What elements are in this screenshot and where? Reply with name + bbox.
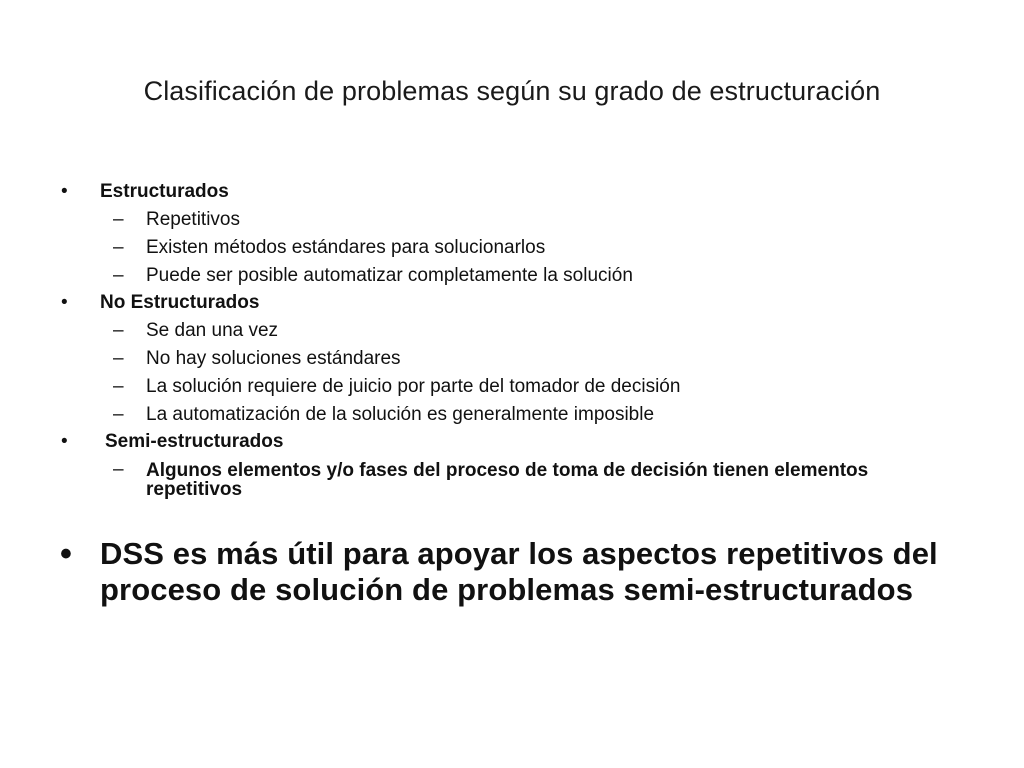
slide-title: Clasificación de problemas según su grado de estructuración (143, 76, 881, 106)
bullet-icon: • (61, 431, 68, 452)
list-item: Se dan una vez (146, 320, 279, 341)
dash-icon: – (113, 237, 124, 258)
bullet-icon: • (61, 181, 68, 202)
section-heading-semi-estructurados: Semi-estructurados (105, 431, 284, 452)
bullet-icon: • (61, 292, 68, 313)
list-item: Algunos elementos y/o fases del proceso de toma de decisión tienen elementos repetitivos (146, 460, 869, 500)
list-item: Existen métodos estándares para solucionarlos (146, 237, 546, 258)
dash-icon: – (113, 265, 124, 286)
bullet-icon: • (60, 535, 72, 573)
conclusion-text: DSS es más útil para apoyar los aspectos repetitivos del proceso de solución de problemas semi-estructurados (100, 536, 938, 607)
list-item: No hay soluciones estándares (146, 348, 401, 369)
list-item: La solución requiere de juicio por parte del tomador de decisión (146, 376, 681, 397)
section-heading-no-estructurados: No Estructurados (100, 292, 260, 313)
dash-icon: – (113, 404, 124, 425)
section-heading-estructurados: Estructurados (100, 181, 229, 202)
dash-icon: – (113, 348, 124, 369)
dash-icon: – (113, 459, 124, 480)
list-item: Puede ser posible automatizar completamente la solución (146, 265, 633, 286)
dash-icon: – (113, 320, 124, 341)
list-item: Repetitivos (146, 209, 240, 230)
dash-icon: – (113, 209, 124, 230)
list-item: La automatización de la solución es generalmente imposible (146, 404, 655, 425)
dash-icon: – (113, 376, 124, 397)
